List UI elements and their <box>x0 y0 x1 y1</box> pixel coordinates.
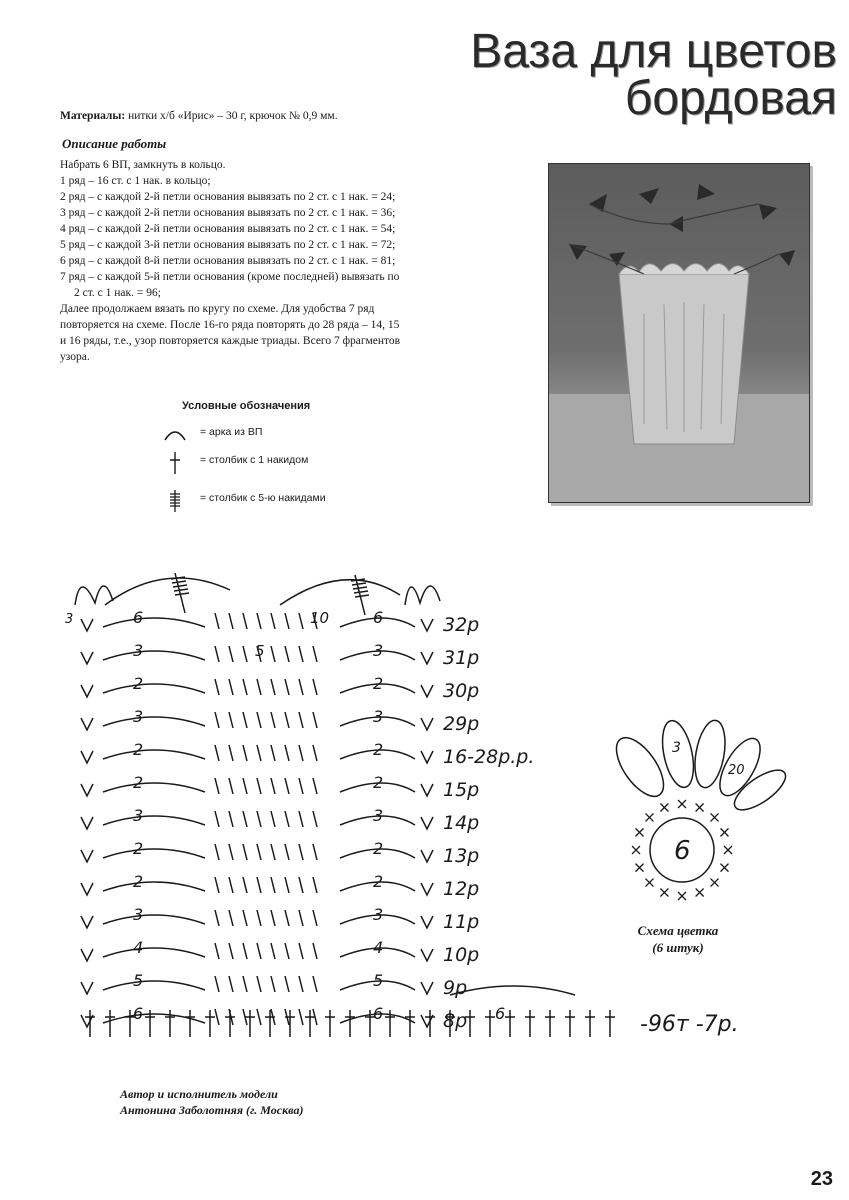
arch-count: 2 <box>133 674 144 693</box>
arch-count: 2 <box>133 839 144 858</box>
stitch-mark <box>243 877 247 893</box>
row-label: 9р <box>443 977 468 999</box>
stitch-mark <box>285 943 289 959</box>
row-label: 13р <box>443 845 480 867</box>
arch-count: 6 <box>133 1004 144 1023</box>
description-line: Набрать 6 ВП, замкнуть в кольцо. <box>60 159 226 171</box>
arch-count: 3 <box>373 806 384 825</box>
fan-mark <box>81 718 93 730</box>
stitch-mark <box>299 679 303 695</box>
chain-arch <box>103 816 205 825</box>
stitch-mark <box>285 844 289 860</box>
stitch-mark <box>229 712 233 728</box>
author-line-2: Антонина Заболотняя (г. Москва) <box>120 1103 304 1117</box>
stitch-mark <box>285 613 289 629</box>
stitch-mark <box>257 910 261 926</box>
title-line-2: бордовая <box>624 72 837 125</box>
stitch-mark <box>215 745 219 761</box>
petal-count: 3 <box>65 612 74 627</box>
legend-label: = столбик с 5-ю накидами <box>200 492 326 504</box>
stitch-mark <box>229 646 233 662</box>
fan-mark <box>81 685 93 697</box>
chain-arch <box>103 948 205 957</box>
description-line: 6 ряд – с каждой 8-й петли основания вывязать по 2 ст. с 1 нак. = 81; <box>60 255 396 267</box>
description-line: 5 ряд – с каждой 3-й петли основания вывязать по 2 ст. с 1 нак. = 72; <box>60 239 396 251</box>
stitch-mark <box>243 613 247 629</box>
flower-stitch <box>696 888 704 896</box>
materials <box>60 110 338 122</box>
base-stitch <box>185 1010 195 1037</box>
stitch-mark <box>313 745 317 761</box>
row-label: 8р <box>443 1010 468 1032</box>
flower-stitch <box>678 800 686 808</box>
fan-mark <box>81 817 93 829</box>
stitch-mark <box>257 811 261 827</box>
legend-item-stitch-1 <box>160 450 420 474</box>
fan-mark <box>81 784 93 796</box>
top-petals <box>405 586 440 605</box>
stitch-mark <box>229 613 233 629</box>
row-label: 32р <box>443 614 480 636</box>
arch-count: 6 <box>495 1004 506 1023</box>
legend-item-stitch-5 <box>160 488 420 512</box>
stitch-mark <box>299 844 303 860</box>
flower-center-label: 6 <box>674 836 691 866</box>
arch-count: 3 <box>133 905 144 924</box>
stitch-mark <box>313 679 317 695</box>
base-stitch <box>545 1010 555 1037</box>
stitch-mark <box>257 613 261 629</box>
arch-count: 2 <box>133 740 144 759</box>
arch-count: 6 <box>133 608 144 627</box>
description-line: и 16 ряды, т.е., узор повторяется каждые триады. Всего 7 фрагментов <box>60 335 401 347</box>
arch-count: 5 <box>373 971 384 990</box>
arch-count: 6 <box>373 608 384 627</box>
stitch-mark <box>271 778 275 794</box>
stitch-mark <box>229 745 233 761</box>
stitch-mark <box>299 712 303 728</box>
stitch-mark <box>215 712 219 728</box>
stitch-mark <box>229 844 233 860</box>
arch-count: 10 <box>310 609 330 627</box>
stitch-mark <box>215 976 219 992</box>
base-stitch <box>265 1010 275 1037</box>
stitch-mark <box>299 811 303 827</box>
stitch-mark <box>271 811 275 827</box>
base-stitch <box>205 1010 215 1037</box>
row-label: 29р <box>443 713 480 735</box>
stitch-mark <box>257 712 261 728</box>
arch-count: 3 <box>133 641 144 660</box>
stitch-mark <box>271 910 275 926</box>
author-credit <box>120 1086 303 1118</box>
stitch-mark <box>285 679 289 695</box>
flower-stitch <box>696 804 704 812</box>
fan-mark <box>421 619 433 631</box>
base-stitch <box>425 1010 435 1037</box>
fan-mark <box>421 982 433 994</box>
fan-mark <box>81 916 93 928</box>
flower-stitch <box>636 864 644 872</box>
arch-count: 2 <box>133 872 144 891</box>
base-stitch <box>525 1010 535 1037</box>
stitch-mark <box>313 778 317 794</box>
description-heading: Описание работы <box>62 136 167 151</box>
chain-arch <box>103 849 205 858</box>
arch-count: 2 <box>373 674 384 693</box>
fan-mark <box>81 751 93 763</box>
stitch-mark <box>313 844 317 860</box>
legend-label: = столбик с 1 накидом <box>200 454 309 466</box>
stitch-mark <box>215 844 219 860</box>
flower-stitch <box>660 888 668 896</box>
stitch-mark <box>299 877 303 893</box>
top-petals <box>75 586 113 605</box>
stitch-mark <box>243 712 247 728</box>
chain-arch <box>103 717 205 726</box>
chain-arch <box>103 783 205 792</box>
stitch-mark <box>285 745 289 761</box>
arch-count: 3 <box>373 641 384 660</box>
chain-arch <box>103 882 205 891</box>
description-line: 3 ряд – с каждой 2-й петли основания вывязать по 2 ст. с 1 нак. = 36; <box>60 207 396 219</box>
stitch-mark <box>285 712 289 728</box>
legend-title: Условные обозначения <box>182 400 311 412</box>
stitch-mark <box>299 613 303 629</box>
flower-chart <box>600 712 790 922</box>
stitch-mark <box>313 976 317 992</box>
stitch-mark <box>229 679 233 695</box>
stitch-mark <box>229 877 233 893</box>
chart-lines <box>75 573 615 1037</box>
fan-mark <box>81 850 93 862</box>
base-stitch <box>565 1010 575 1037</box>
stitch-mark <box>285 910 289 926</box>
stitch-mark <box>229 943 233 959</box>
stitch-mark <box>313 712 317 728</box>
arch-count: 3 <box>133 806 144 825</box>
stitch-mark <box>299 976 303 992</box>
stitch-mark <box>215 811 219 827</box>
stitch-mark <box>257 877 261 893</box>
stitch-mark <box>271 613 275 629</box>
arch-count: 4 <box>373 938 384 957</box>
vase-photo-illustration <box>549 164 809 502</box>
fan-mark <box>421 652 433 664</box>
stitch-mark <box>243 943 247 959</box>
stitch-mark <box>243 646 247 662</box>
flower-stitch <box>720 864 728 872</box>
row-label: 14р <box>443 812 480 834</box>
arch-count: 5 <box>255 642 265 660</box>
page-number: 23 <box>810 1168 833 1190</box>
base-stitch <box>485 1010 495 1037</box>
arch-count: 2 <box>373 872 384 891</box>
description-line: узора. <box>60 351 90 363</box>
chart-base-label: -96т -7р. <box>640 1012 739 1037</box>
description-line: 4 ряд – с каждой 2-й петли основания вывязать по 2 ст. с 1 нак. = 54; <box>60 223 396 235</box>
stitch-mark <box>271 646 275 662</box>
arch-count: 6 <box>373 1004 384 1023</box>
base-stitch <box>405 1010 415 1037</box>
stitch-mark <box>271 976 275 992</box>
flower-caption <box>628 922 728 956</box>
arch-count: 3 <box>373 905 384 924</box>
arch-icon <box>160 422 190 444</box>
description-line: Далее продолжаем вязать по кругу по схеме. Для удобства 7 ряд <box>60 303 375 315</box>
row-label: 12р <box>443 878 480 900</box>
stitch-mark <box>271 712 275 728</box>
stitch-mark <box>257 976 261 992</box>
flower-petal-label: 20 <box>728 763 745 778</box>
chain-arch <box>103 684 205 693</box>
stitch-mark <box>243 976 247 992</box>
stitch-mark <box>313 910 317 926</box>
stitch-mark <box>257 943 261 959</box>
flower-stitch <box>678 892 686 900</box>
stitch-mark <box>243 910 247 926</box>
description-line: 1 ряд – 16 ст. с 1 нак. в кольцо; <box>60 175 211 187</box>
arch-count: 2 <box>373 839 384 858</box>
arch-count: 3 <box>133 707 144 726</box>
stitch-mark <box>215 910 219 926</box>
flower-stitch <box>645 879 653 887</box>
stitch-mark <box>257 778 261 794</box>
materials-label: Материалы: <box>60 110 126 122</box>
fan-mark <box>421 850 433 862</box>
fan-mark <box>421 751 433 763</box>
chain-arch <box>450 986 575 995</box>
stitch-mark <box>243 778 247 794</box>
fan-mark <box>421 949 433 961</box>
stitch-mark <box>215 613 219 629</box>
stitch-mark <box>271 745 275 761</box>
row-label: 15р <box>443 779 480 801</box>
stitch-5-icon <box>160 488 190 514</box>
base-stitch <box>105 1010 115 1037</box>
flower-stitch <box>660 804 668 812</box>
fan-mark <box>81 883 93 895</box>
fan-mark <box>421 817 433 829</box>
fan-mark <box>81 982 93 994</box>
stitch-mark <box>229 811 233 827</box>
stitch-mark <box>299 1009 303 1025</box>
stitch-mark <box>299 745 303 761</box>
stitch-mark <box>215 778 219 794</box>
stitch-mark <box>299 778 303 794</box>
stitch-mark <box>271 844 275 860</box>
arch-count: 3 <box>373 707 384 726</box>
description-line: 7 ряд – с каждой 5-й петли основания (кроме последней) вывязать по <box>60 271 400 283</box>
stitch-mark <box>243 745 247 761</box>
fan-mark <box>421 916 433 928</box>
chain-arch <box>103 651 205 660</box>
stitch-mark <box>229 910 233 926</box>
stitch-mark <box>215 1009 219 1025</box>
stitch-mark <box>243 679 247 695</box>
legend-label: = арка из ВП <box>200 426 263 438</box>
fan-mark <box>421 883 433 895</box>
chain-arch <box>103 750 205 759</box>
top-arch <box>105 578 230 605</box>
base-stitch <box>505 1010 515 1037</box>
stitch-mark <box>215 943 219 959</box>
stitch-mark <box>285 778 289 794</box>
fan-mark <box>421 784 433 796</box>
description-line: 2 ряд – с каждой 2-й петли основания вывязать по 2 ст. с 1 нак. = 24; <box>60 191 396 203</box>
flower-petal-label: 3 <box>672 740 681 756</box>
chain-arch <box>103 915 205 924</box>
chain-arch <box>103 618 205 627</box>
base-stitch <box>585 1010 595 1037</box>
stitch-mark <box>229 976 233 992</box>
flower-stitch <box>720 828 728 836</box>
top-arch <box>280 580 400 605</box>
base-stitch <box>605 1010 615 1037</box>
row-label: 11р <box>443 911 480 933</box>
fan-mark <box>81 652 93 664</box>
flower-stitch <box>724 846 732 854</box>
flower-caption-count: (6 штук) <box>652 940 704 955</box>
stitch-mark <box>257 1009 261 1025</box>
title-line-1: Ваза для цветов <box>470 25 837 78</box>
page-title <box>470 25 837 125</box>
materials-text: нитки х/б «Ирис» – 30 г, крючок № 0,9 мм. <box>125 110 338 122</box>
arch-count: 4 <box>133 938 144 957</box>
arch-count: 2 <box>373 740 384 759</box>
row-label: 16-28р.р. <box>443 746 535 768</box>
stitch-mark <box>271 679 275 695</box>
flower-petals <box>607 718 790 882</box>
stitch-mark <box>215 877 219 893</box>
stitch-mark <box>299 646 303 662</box>
arch-count: 2 <box>373 773 384 792</box>
flower-caption-title: Схема цветка <box>637 923 719 938</box>
flower-stitch <box>711 879 719 887</box>
stitch-mark <box>243 811 247 827</box>
chart-labels <box>65 608 534 1032</box>
stitch-mark <box>313 943 317 959</box>
row-label: 10р <box>443 944 480 966</box>
legend-item-arch <box>160 422 420 446</box>
stitch-mark <box>285 811 289 827</box>
flower-stitch <box>632 846 640 854</box>
base-stitch <box>345 1010 355 1037</box>
stitch-1-icon <box>160 450 190 476</box>
vase-photo <box>548 163 810 503</box>
stitch-mark <box>285 976 289 992</box>
flower-stitch <box>711 813 719 821</box>
stitch-mark <box>243 844 247 860</box>
description-line: повторяется на схеме. После 16-го ряда повторять до 28 ряда – 14, 15 <box>60 319 400 331</box>
arch-count: 2 <box>133 773 144 792</box>
row-label: 31р <box>443 647 480 669</box>
stitch-mark <box>299 910 303 926</box>
stitch-mark <box>257 844 261 860</box>
stitch-mark <box>271 943 275 959</box>
stitch-mark <box>257 679 261 695</box>
base-stitch <box>325 1010 335 1037</box>
arch-count: 5 <box>133 971 144 990</box>
fan-mark <box>421 685 433 697</box>
base-stitch <box>85 1010 95 1037</box>
fan-mark <box>81 619 93 631</box>
description-line: 2 ст. с 1 нак. = 96; <box>74 287 161 299</box>
chain-arch <box>103 981 205 990</box>
fan-mark <box>81 949 93 961</box>
stitch-mark <box>313 811 317 827</box>
stitch-mark <box>285 877 289 893</box>
flower-stitch <box>636 828 644 836</box>
stitch-mark <box>313 877 317 893</box>
author-line-1: Автор и исполнитель модели <box>120 1087 278 1101</box>
fan-mark <box>421 718 433 730</box>
stitch-mark <box>285 646 289 662</box>
stitch-mark <box>271 877 275 893</box>
stitch-mark <box>215 646 219 662</box>
flower-stitch <box>645 813 653 821</box>
stitch-mark <box>229 778 233 794</box>
stitch-mark <box>313 646 317 662</box>
stitch-mark <box>257 745 261 761</box>
stitch-mark <box>215 679 219 695</box>
stitch-mark <box>299 943 303 959</box>
row-label: 30р <box>443 680 480 702</box>
description-text <box>60 157 480 365</box>
